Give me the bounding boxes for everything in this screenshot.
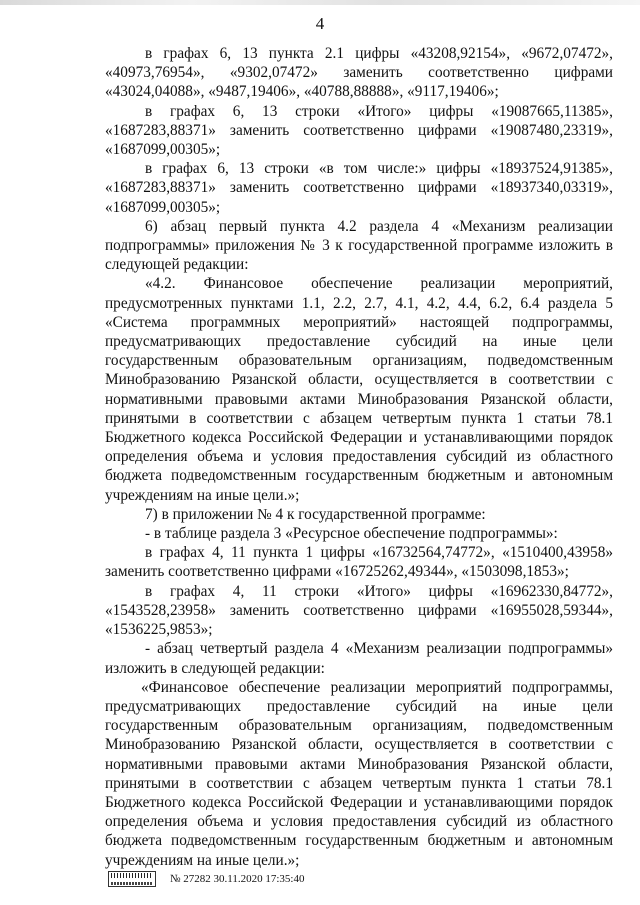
scan-edge (0, 0, 640, 5)
paragraph-11: «Финансовое обеспечение реализации мероприятий подпрограммы, предусматривающих предоставление субсидий на иные цели государственным образовательным организациям, подведомственным Минобразованию Рязанской области, осуществляется в соответствии с нормативными правовыми актами Минобразования Рязанской области, принятыми в соответствии с абзацем четвертым пункта 1 статьи 78.1 Бюджетного кодекса Российской Федерации и устанавливающими порядок определения объема и условия предоставления субсидий из областного бюджета подведомственным государственным бюджетным и автономным учреждениям на иные цели.»; (105, 678, 613, 869)
paragraph-2: в графах 6, 13 строки «Итого» цифры «19087665,11385», «1687283,88371» заменить соответственно цифрами «19087480,23319», «1687099,00305»; (105, 102, 613, 159)
footer (108, 868, 304, 890)
paragraph-8: в графах 4, 11 пункта 1 цифры «16732564,74772», «1510400,43958» заменить соответственно цифрами «16725262,49344», «1503098,1853»; (105, 544, 613, 581)
paragraph-10: - абзац четвертый раздела 4 «Механизм реализации подпрограммы» изложить в следующей редакции: (105, 640, 613, 677)
paragraph-1: в графах 6, 13 пункта 2.1 цифры «43208,92154», «9672,07472», «40973,76954», «9302,07472» заменить соответственно цифрами «43024,04088», «9487,19406», «40788,88888», «9117,19406»; (105, 45, 613, 101)
barcode-stamp-icon (108, 871, 156, 887)
paragraph-3: в графах 6, 13 строки «в том числе:» цифры «18937524,91385», «1687283,88371» заменить соответственно цифрами «18937340,03319», «1687099,00305»; (105, 160, 613, 216)
paragraph-5: «4.2. Финансовое обеспечение реализации мероприятий, предусмотренных пунктами 1.1, 2.2, 2.7, 4.1, 4.2, 4.4, 6.2, 6.4 раздела 5 «Система программных мероприятий» настоящей подпрограммы, предусматривающих предоставление субсидий на иные цели государственным образовательным организациям, подведомственным Минобразованию Рязанской области, осуществляется в соответствии с нормативными правовыми актами Минобразования Рязанской области, принятыми в соответствии с абзацем четвертым пункта 1 статьи 78.1 Бюджетного кодекса Российской Федерации и устанавливающими порядок определения объема и условия предоставления субсидий из областного бюджета подведомственным государственным бюджетным и автономным учреждениям на иные цели.»; (105, 275, 613, 504)
paragraph-4: 6) абзац первый пункта 4.2 раздела 4 «Механизм реализации подпрограммы» приложения № 3 к государственной программе изложить в следующей редакции: (105, 217, 613, 274)
registration-number: № 27282 30.11.2020 17:35:40 (170, 873, 305, 885)
document-body (105, 44, 613, 870)
paragraph-6: 7) в приложении № 4 к государственной программе: (145, 505, 486, 523)
paragraph-7: - в таблице раздела 3 «Ресурсное обеспечение подпрограммы»: (145, 525, 558, 543)
page-number: 4 (315, 14, 325, 33)
paragraph-9: в графах 4, 11 строки «Итого» цифры «16962330,84772», «1543528,23958» заменить соответственно цифрами «16955028,59344», «1536225,9853»; (105, 582, 613, 639)
